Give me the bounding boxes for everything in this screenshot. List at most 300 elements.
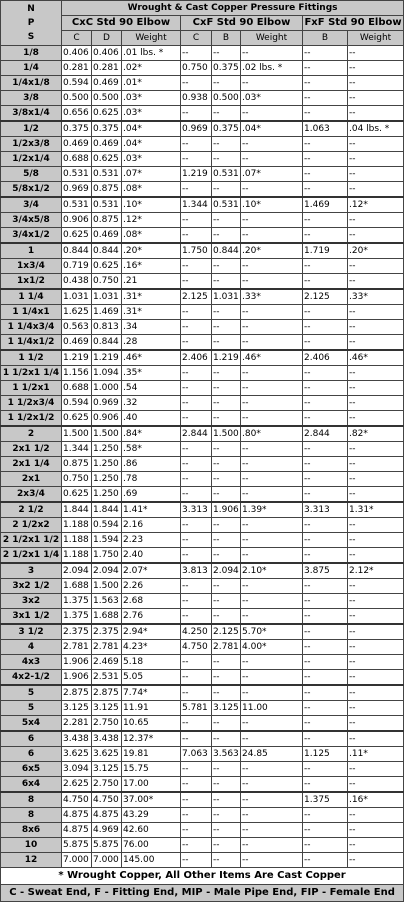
table-cell: .31* [122,289,181,305]
table-cell: .08* [122,228,181,244]
table-cell: 0.500 [62,91,92,106]
table-cell: -- [348,259,404,274]
table-cell: .10* [241,197,303,213]
pipe-size-cell: 1 1/4x1/2 [1,335,62,351]
table-cell: 3.813 [181,563,212,579]
table-cell: .20* [241,243,303,259]
table-cell: -- [303,366,348,381]
table-cell: -- [181,792,212,808]
table-cell: -- [212,76,241,91]
table-row [1,563,404,579]
table-cell: -- [303,487,348,503]
table-row [1,685,404,701]
table-cell: 37.00* [122,792,181,808]
table-cell: 3.094 [62,762,92,777]
table-cell: -- [241,305,303,320]
table-cell: -- [181,411,212,427]
table-cell: 1.375 [303,792,348,808]
table-cell: 0.438 [62,274,92,290]
table-cell: .01* [122,76,181,91]
table-cell: -- [181,670,212,686]
table-cell: -- [212,670,241,686]
table-cell: 1.688 [92,609,122,625]
table-cell: .07* [122,167,181,182]
table-cell: 2.406 [303,350,348,366]
table-cell: -- [303,472,348,487]
table-cell: -- [241,396,303,411]
table-cell: -- [212,808,241,823]
table-row [1,472,404,487]
pipe-size-cell: 1x3/4 [1,259,62,274]
table-cell: 1.000 [92,381,122,396]
table-row [1,106,404,122]
table-cell: -- [181,259,212,274]
table-cell: -- [212,381,241,396]
pipe-size-cell: 1 1/2x1 [1,381,62,396]
table-row [1,366,404,381]
table-cell: -- [348,777,404,793]
table-cell: -- [303,594,348,609]
table-cell: 0.469 [92,137,122,152]
table-cell: -- [348,320,404,335]
table-cell: -- [241,381,303,396]
table-cell: 2.625 [62,777,92,793]
table-cell: -- [181,731,212,747]
pipe-size-cell: 1x1/2 [1,274,62,290]
table-cell: -- [348,624,404,640]
table-cell: 0.594 [92,518,122,533]
table-cell: -- [303,624,348,640]
table-cell: .33* [348,289,404,305]
table-cell: 0.625 [62,411,92,427]
table-cell: .16* [348,792,404,808]
table-cell: 0.531 [212,197,241,213]
table-cell: 5.05 [122,670,181,686]
table-cell: 0.750 [62,472,92,487]
table-cell: 4.875 [92,808,122,823]
table-row [1,259,404,274]
table-cell: 11.91 [122,701,181,716]
table-row [1,609,404,625]
table-row [1,167,404,182]
table-cell: -- [303,716,348,732]
table-cell: -- [241,152,303,167]
table-cell: .10* [122,197,181,213]
table-row [1,487,404,503]
table-row [1,197,404,213]
table-row [1,838,404,853]
table-row [1,61,404,76]
table-cell: 1.31* [348,502,404,518]
table-cell: -- [241,777,303,793]
table-cell: -- [348,853,404,868]
table-cell: -- [303,259,348,274]
table-cell: 4.750 [92,792,122,808]
table-cell: 0.375 [62,121,92,137]
table-cell: -- [212,137,241,152]
nps-label-n: N [27,4,35,14]
table-cell: -- [303,442,348,457]
table-cell: 76.00 [122,838,181,853]
pipe-size-cell: 6x4 [1,777,62,793]
table-cell: -- [241,320,303,335]
table-cell: -- [303,731,348,747]
col-header-cxf-weight: Weight [241,31,303,46]
table-cell: -- [348,457,404,472]
table-cell: 0.625 [62,228,92,244]
table-cell: -- [303,182,348,198]
table-cell: 3.313 [303,502,348,518]
table-cell: .28 [122,335,181,351]
table-cell: 10.65 [122,716,181,732]
table-cell: -- [348,228,404,244]
table-cell: .03* [122,152,181,167]
table-cell: -- [212,472,241,487]
pipe-size-cell: 8 [1,808,62,823]
table-cell: -- [241,762,303,777]
table-cell: .20* [348,243,404,259]
table-cell: .03* [122,91,181,106]
col-header-cxc-c: C [62,31,92,46]
table-cell: -- [241,594,303,609]
table-cell: -- [212,274,241,290]
table-cell: -- [212,518,241,533]
pipe-size-cell: 6 [1,731,62,747]
table-cell: -- [303,91,348,106]
table-cell: -- [212,655,241,670]
table-row [1,808,404,823]
table-cell: -- [212,823,241,838]
table-row [1,442,404,457]
table-cell: 1.219 [92,350,122,366]
pipe-size-cell: 5x4 [1,716,62,732]
table-cell: 1.594 [92,533,122,548]
table-cell: 3.125 [92,762,122,777]
table-cell: 1.500 [92,426,122,442]
table-cell: 0.469 [92,228,122,244]
table-cell: -- [348,548,404,564]
col-header-fxf-weight: Weight [348,31,404,46]
table-cell: 0.594 [62,396,92,411]
table-cell: 1.719 [303,243,348,259]
table-cell: -- [181,472,212,487]
table-cell: -- [181,853,212,868]
table-cell: -- [181,823,212,838]
table-cell: -- [212,838,241,853]
table-cell: -- [348,487,404,503]
table-cell: -- [181,76,212,91]
table-cell: -- [212,106,241,122]
table-cell: -- [181,533,212,548]
table-cell: -- [212,411,241,427]
table-cell: .20* [122,243,181,259]
table-cell: -- [212,487,241,503]
pipe-size-cell: 1/4 [1,61,62,76]
table-cell: -- [181,777,212,793]
table-cell: 2.68 [122,594,181,609]
table-cell: 4.969 [92,823,122,838]
table-cell: .58* [122,442,181,457]
table-cell: -- [241,838,303,853]
table-cell: .12* [348,197,404,213]
table-cell: 1.750 [181,243,212,259]
table-cell: .33* [241,289,303,305]
pipe-size-cell: 10 [1,838,62,853]
table-cell: -- [348,579,404,594]
table-row [1,731,404,747]
table-cell: .04* [122,137,181,152]
table-cell: 0.688 [62,152,92,167]
table-cell: -- [348,472,404,487]
table-cell: -- [348,61,404,76]
table-cell: -- [348,655,404,670]
table-cell: 4.250 [181,624,212,640]
table-cell: -- [181,716,212,732]
pipe-size-cell: 3 [1,563,62,579]
table-cell: -- [212,335,241,351]
table-cell: 1.563 [92,594,122,609]
table-cell: -- [181,808,212,823]
table-row [1,640,404,655]
table-cell: -- [348,594,404,609]
table-cell: 0.969 [181,121,212,137]
pipe-size-cell: 4 [1,640,62,655]
pipe-size-cell: 5 [1,701,62,716]
table-row [1,533,404,548]
table-cell: 2.23 [122,533,181,548]
table-cell: 0.500 [212,91,241,106]
table-cell: 2.10* [241,563,303,579]
table-cell: -- [181,366,212,381]
table-cell: 1.031 [92,289,122,305]
table-cell: 4.875 [62,823,92,838]
table-row [1,548,404,564]
pipe-size-cell: 1 1/2x3/4 [1,396,62,411]
table-cell: -- [212,152,241,167]
table-cell: -- [181,487,212,503]
table-cell: 1.188 [62,548,92,564]
table-cell: 0.469 [92,76,122,91]
table-cell: 0.531 [62,167,92,182]
pipe-size-cell: 2 [1,426,62,442]
table-cell: 1.625 [62,305,92,320]
table-cell: 2.94* [122,624,181,640]
table-cell: .01 lbs. * [122,46,181,61]
table-cell: 19.81 [122,747,181,762]
table-cell: 2.750 [92,716,122,732]
table-cell: -- [303,167,348,182]
table-cell: -- [348,518,404,533]
table-cell: -- [212,533,241,548]
pipe-size-cell: 6 [1,747,62,762]
table-cell: .35* [122,366,181,381]
table-cell: .32 [122,396,181,411]
table-row [1,655,404,670]
table-cell: -- [241,366,303,381]
table-cell: 1.500 [212,426,241,442]
table-cell: -- [348,106,404,122]
table-cell: -- [241,487,303,503]
table-cell: -- [212,213,241,228]
table-row [1,502,404,518]
table-row [1,518,404,533]
table-row [1,350,404,366]
table-cell: 2.094 [212,563,241,579]
pipe-size-cell: 3/4x5/8 [1,213,62,228]
table-cell: 2.875 [92,685,122,701]
table-cell: 2.844 [181,426,212,442]
table-cell: 0.531 [62,197,92,213]
table-cell: -- [303,579,348,594]
table-cell: -- [181,579,212,594]
table-cell: 0.531 [212,167,241,182]
table-row [1,335,404,351]
table-cell: 2.125 [212,624,241,640]
table-cell: -- [212,853,241,868]
table-cell: 3.125 [62,701,92,716]
table-cell: -- [181,457,212,472]
table-cell: 2.76 [122,609,181,625]
table-cell: -- [348,167,404,182]
table-row [1,46,404,61]
pipe-size-cell: 4x3 [1,655,62,670]
table-cell: -- [181,655,212,670]
table-cell: -- [303,106,348,122]
table-cell: -- [348,213,404,228]
table-cell: -- [241,731,303,747]
table-cell: 0.281 [62,61,92,76]
table-cell: -- [241,548,303,564]
table-cell: 1.906 [62,670,92,686]
table-cell: 1.906 [212,502,241,518]
table-cell: -- [348,91,404,106]
table-cell: -- [348,182,404,198]
table-cell: 1.094 [92,366,122,381]
table-cell: -- [181,838,212,853]
table-cell: 5.875 [62,838,92,853]
pipe-size-cell: 1/4x1/8 [1,76,62,91]
col-header-cxc-d: D [92,31,122,46]
table-cell: -- [181,305,212,320]
pipe-size-cell: 2 1/2x2 [1,518,62,533]
table-cell: 3.563 [212,747,241,762]
table-cell: -- [348,76,404,91]
col-header-cxc-weight: Weight [122,31,181,46]
table-cell: 5.70* [241,624,303,640]
pipe-size-cell: 3/4x1/2 [1,228,62,244]
nps-header [1,1,62,46]
table-row [1,747,404,762]
table-cell: .11* [348,747,404,762]
table-cell: 17.00 [122,777,181,793]
table-cell: 0.531 [92,197,122,213]
table-cell: 1.250 [92,442,122,457]
table-cell: 0.375 [212,61,241,76]
table-cell: 12.37* [122,731,181,747]
table-cell: -- [303,640,348,655]
table-cell: 7.74* [122,685,181,701]
table-cell: 1.469 [92,305,122,320]
table-row [1,91,404,106]
table-cell: .46* [241,350,303,366]
table-cell: 1.031 [62,289,92,305]
table-cell: 0.906 [62,213,92,228]
table-cell: 1.750 [92,548,122,564]
table-row [1,762,404,777]
table-cell: 1.844 [62,502,92,518]
table-row [1,624,404,640]
table-cell: 1.156 [62,366,92,381]
table-cell: 1.188 [62,518,92,533]
table-cell: -- [181,320,212,335]
table-cell: -- [212,442,241,457]
table-row [1,76,404,91]
table-cell: 1.39* [241,502,303,518]
table-cell: -- [181,213,212,228]
table-cell: 24.85 [241,747,303,762]
pipe-size-cell: 1/2x1/4 [1,152,62,167]
table-cell: .07* [241,167,303,182]
pipe-size-cell: 4x2-1/2 [1,670,62,686]
table-cell: -- [212,792,241,808]
table-cell: -- [241,411,303,427]
col-header-cxf-c: C [181,31,212,46]
pipe-size-cell: 2 1/2 [1,502,62,518]
table-cell: 4.23* [122,640,181,655]
table-cell: -- [348,701,404,716]
table-cell: .69 [122,487,181,503]
table-cell: 0.375 [92,121,122,137]
table-cell: .46* [122,350,181,366]
table-cell: -- [348,305,404,320]
table-cell: 0.844 [212,243,241,259]
pipe-size-cell: 1 1/2 [1,350,62,366]
table-row [1,777,404,793]
table-cell: 4.875 [62,808,92,823]
footnote-wrought: * Wrought Copper, All Other Items Are Cast Copper [1,868,404,885]
table-cell: -- [241,457,303,472]
table-cell: .80* [241,426,303,442]
table-cell: -- [212,259,241,274]
table-cell: -- [181,182,212,198]
table-cell: .02 lbs. * [241,61,303,76]
table-cell: -- [303,808,348,823]
table-cell: 0.719 [62,259,92,274]
table-cell: 3.625 [92,747,122,762]
table-row [1,305,404,320]
table-cell: -- [348,366,404,381]
table-cell: -- [212,731,241,747]
table-cell: 1.250 [92,472,122,487]
group-cxf-header: CxF Std 90 Elbow [181,16,303,31]
table-cell: 2.750 [92,777,122,793]
table-cell: 0.531 [92,167,122,182]
table-cell: -- [303,457,348,472]
table-row [1,243,404,259]
table-row [1,121,404,137]
table-cell: 3.125 [212,701,241,716]
table-cell: -- [241,46,303,61]
table-cell: -- [303,305,348,320]
table-cell: 1.219 [62,350,92,366]
table-cell: -- [348,533,404,548]
table-row [1,152,404,167]
table-cell: 0.875 [92,213,122,228]
table-cell: 0.625 [92,106,122,122]
table-cell: -- [303,609,348,625]
table-cell: 0.844 [92,243,122,259]
table-cell: 0.906 [92,411,122,427]
